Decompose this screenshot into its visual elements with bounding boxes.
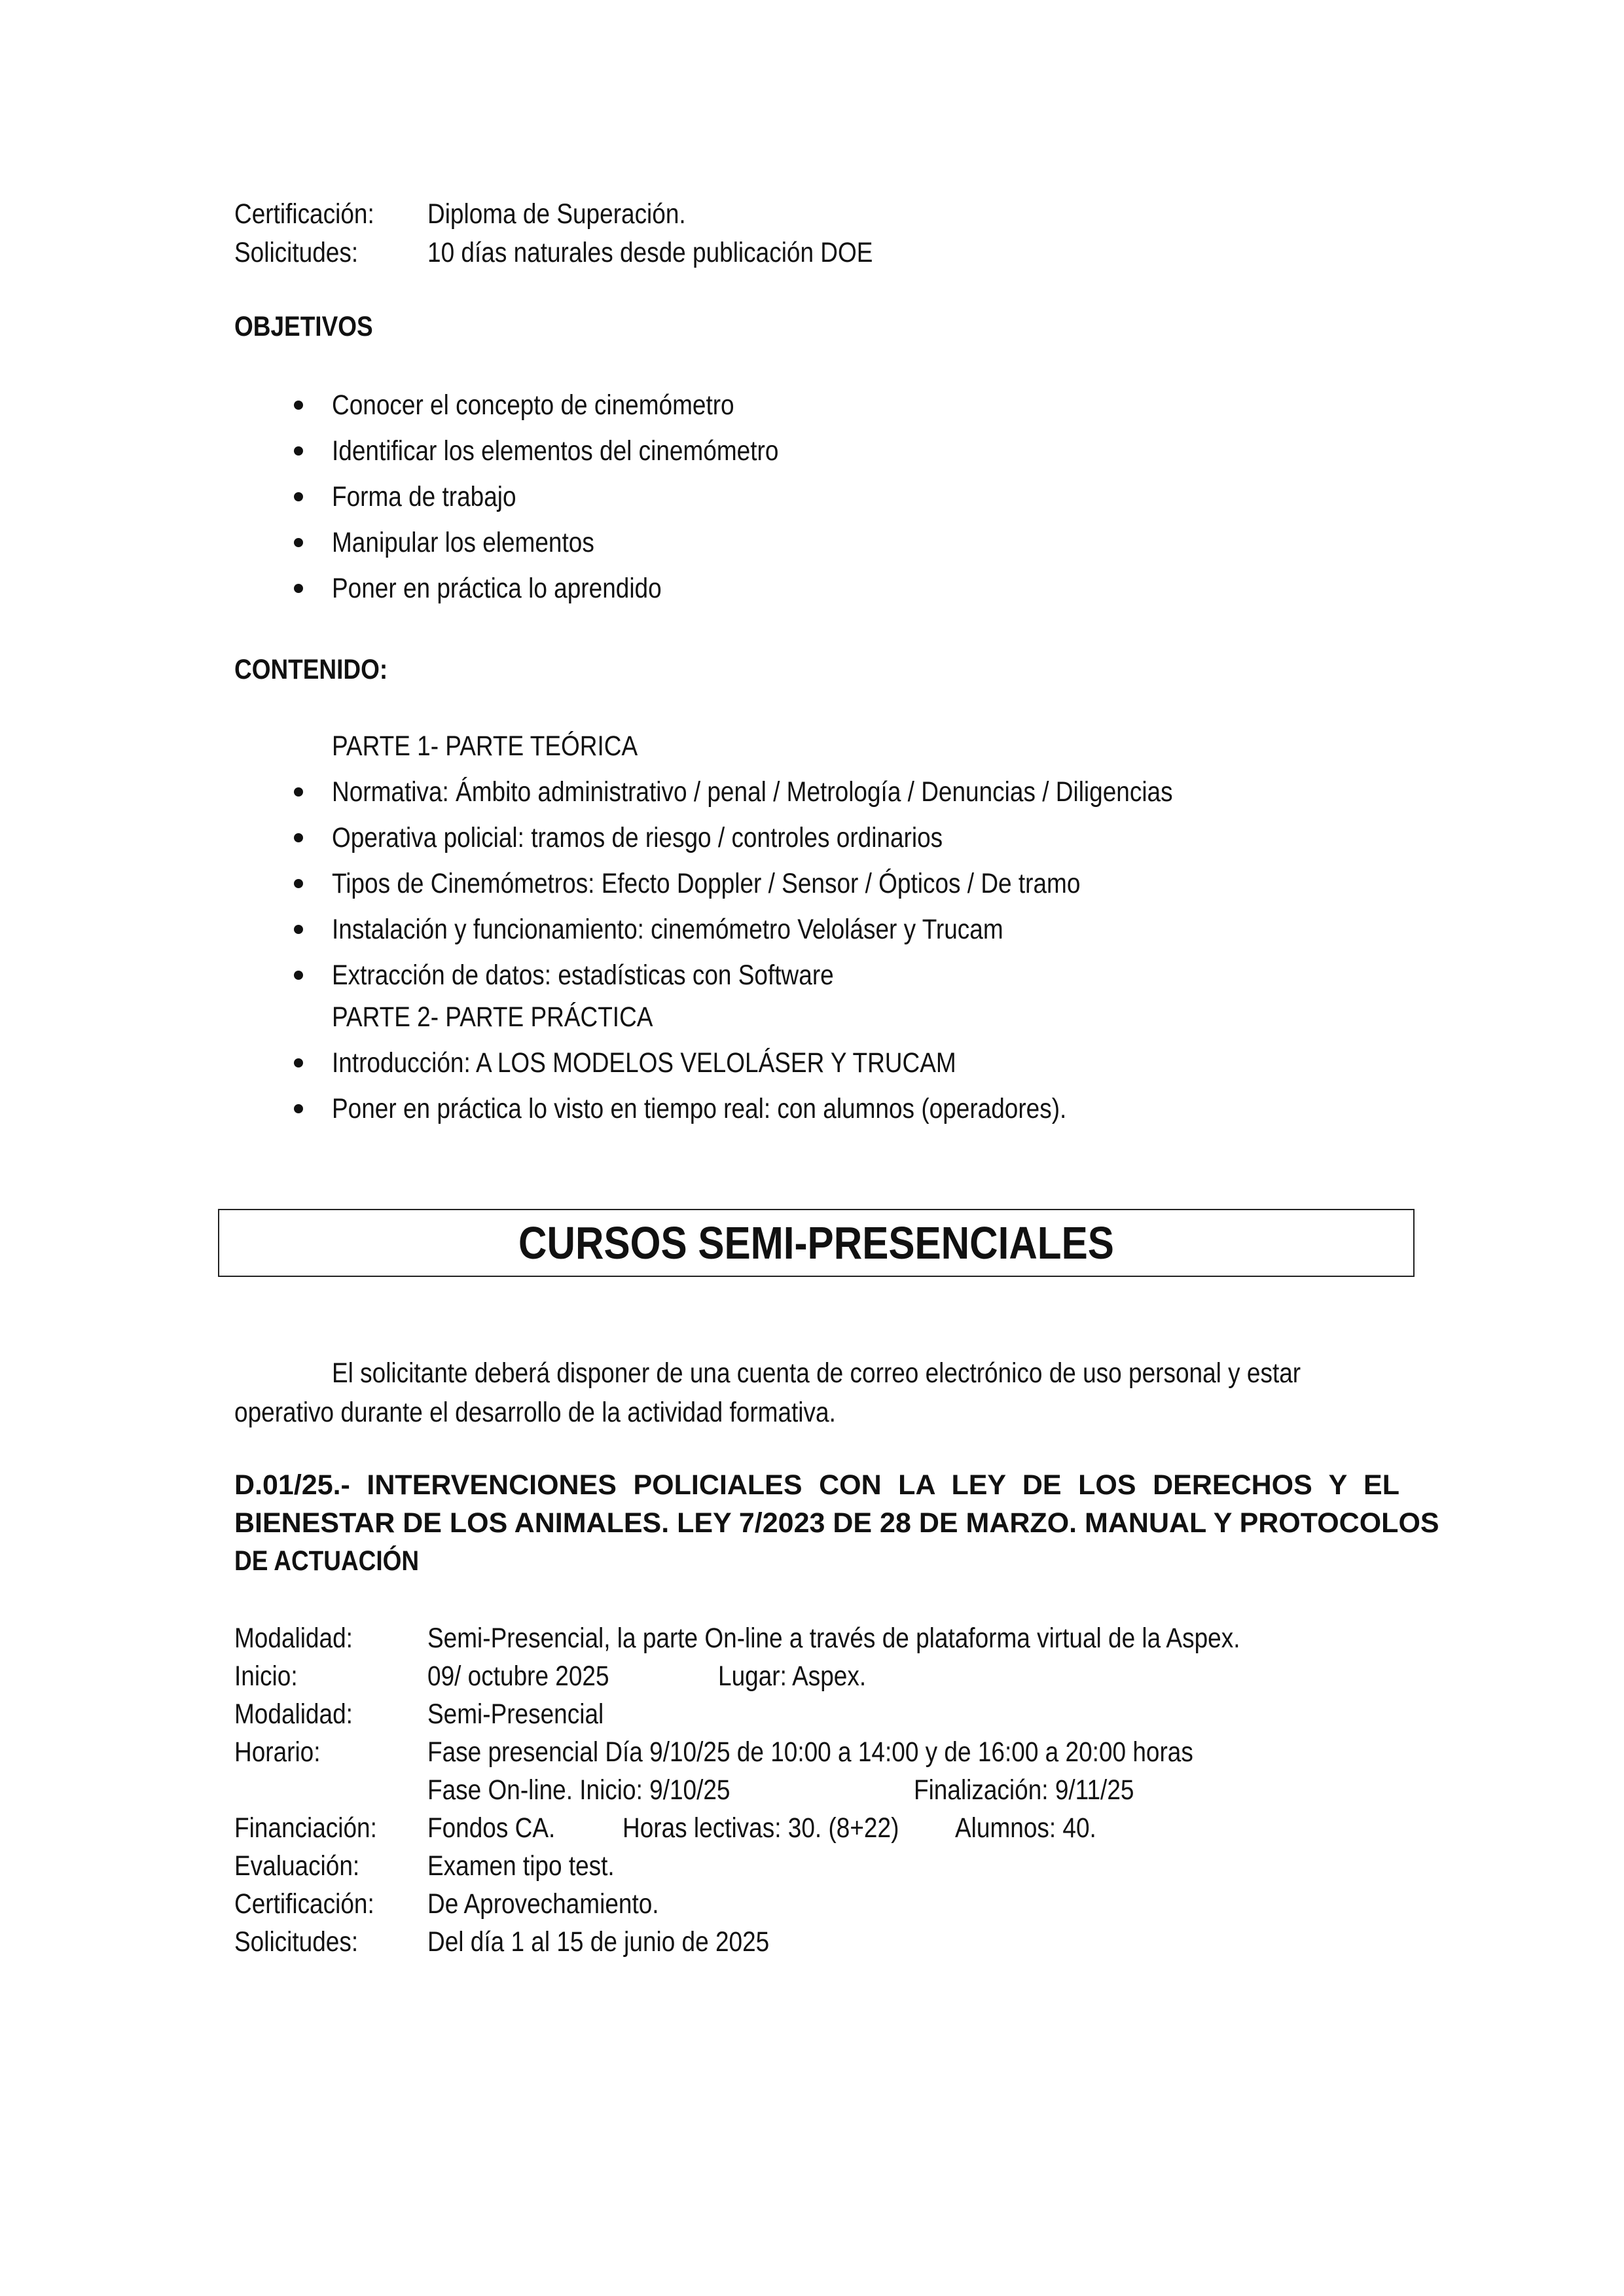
bullet-icon: [294, 971, 303, 980]
bullet-icon: [294, 787, 303, 797]
modalidad-2-value: Semi-Presencial: [427, 1698, 604, 1730]
list-item: Poner en práctica lo aprendido: [332, 573, 662, 604]
list-item: Introducción: A LOS MODELOS VELOLÁSER Y TRUCAM: [332, 1047, 956, 1079]
modalidad-2-label: Modalidad:: [234, 1698, 353, 1730]
bullet-icon: [294, 401, 303, 410]
certificacion-label: Certificación:: [234, 198, 374, 230]
banner-title: CURSOS SEMI-PRESENCIALES: [518, 1217, 1114, 1268]
list-item: Instalación y funcionamiento: cinemómetro Veloláser y Trucam: [332, 914, 1003, 945]
online-value: Fase On-line. Inicio: 9/10/25: [427, 1774, 731, 1806]
bullet-icon: [294, 1104, 303, 1113]
bullet-icon: [294, 833, 303, 842]
horario-value: Fase presencial Día 9/10/25 de 10:00 a 14:00 y de 16:00 a 20:00 horas: [427, 1736, 1193, 1768]
part2-title: PARTE 2- PARTE PRÁCTICA: [332, 1001, 653, 1033]
certificacion-value: Diploma de Superación.: [427, 198, 686, 230]
modalidad-value: Semi-Presencial, la parte On-line a través de plataforma virtual de la Aspex.: [427, 1623, 1240, 1654]
inicio-label: Inicio:: [234, 1660, 298, 1692]
course-title-line-3: DE ACTUACIÓN: [234, 1545, 420, 1577]
list-item: Forma de trabajo: [332, 481, 516, 512]
part1-title: PARTE 1- PARTE TEÓRICA: [332, 730, 638, 762]
horario-label: Horario:: [234, 1736, 321, 1768]
bullet-icon: [294, 1058, 303, 1067]
bullet-icon: [294, 446, 303, 456]
list-item: Conocer el concepto de cinemómetro: [332, 389, 734, 421]
list-item: Identificar los elementos del cinemómetro: [332, 435, 779, 467]
bullet-icon: [294, 584, 303, 593]
bullet-icon: [294, 879, 303, 888]
horas-value: Horas lectivas: 30. (8+22): [623, 1812, 899, 1844]
financiacion-value: Fondos CA.: [427, 1812, 556, 1844]
evaluacion-label: Evaluación:: [234, 1850, 360, 1882]
inicio-value: 09/ octubre 2025: [427, 1660, 609, 1692]
financiacion-label: Financiación:: [234, 1812, 377, 1844]
solicitudes-2-label: Solicitudes:: [234, 1926, 359, 1958]
course-title-line-1: D.01/25.- INTERVENCIONES POLICIALES CON LA LEY DE LOS DERECHOS Y EL: [234, 1469, 1399, 1501]
course-title-line-2: BIENESTAR DE LOS ANIMALES. LEY 7/2023 DE 28 DE MARZO. MANUAL Y PROTOCOLOS: [234, 1507, 1439, 1539]
bullet-icon: [294, 538, 303, 547]
list-item: Normativa: Ámbito administrativo / penal / Metrología / Denuncias / Diligencias: [332, 776, 1173, 808]
solicitudes-value: 10 días naturales desde publicación DOE: [427, 237, 873, 268]
finalizacion-value: Finalización: 9/11/25: [914, 1774, 1134, 1806]
intro-line-1: El solicitante deberá disponer de una cuenta de correo electrónico de uso personal y estar: [332, 1357, 1301, 1389]
section-banner: [218, 1209, 1415, 1277]
certificacion-2-label: Certificación:: [234, 1888, 374, 1920]
list-item: Extracción de datos: estadísticas con Software: [332, 960, 834, 991]
lugar-value: Lugar: Aspex.: [718, 1660, 867, 1692]
list-item: Operativa policial: tramos de riesgo / controles ordinarios: [332, 822, 943, 853]
bullet-icon: [294, 492, 303, 501]
bullet-icon: [294, 925, 303, 934]
list-item: Manipular los elementos: [332, 527, 594, 558]
solicitudes-label: Solicitudes:: [234, 237, 359, 268]
solicitudes-2-value: Del día 1 al 15 de junio de 2025: [427, 1926, 770, 1958]
list-item: Poner en práctica lo visto en tiempo real: con alumnos (operadores).: [332, 1093, 1067, 1124]
alumnos-value: Alumnos: 40.: [955, 1812, 1096, 1844]
list-item: Tipos de Cinemómetros: Efecto Doppler / Sensor / Ópticos / De tramo: [332, 868, 1081, 899]
contenido-heading: CONTENIDO:: [234, 654, 388, 685]
evaluacion-value: Examen tipo test.: [427, 1850, 615, 1882]
intro-line-2: operativo durante el desarrollo de la actividad formativa.: [234, 1397, 836, 1428]
modalidad-label: Modalidad:: [234, 1623, 353, 1654]
objetivos-heading: OBJETIVOS: [234, 311, 373, 342]
certificacion-2-value: De Aprovechamiento.: [427, 1888, 659, 1920]
